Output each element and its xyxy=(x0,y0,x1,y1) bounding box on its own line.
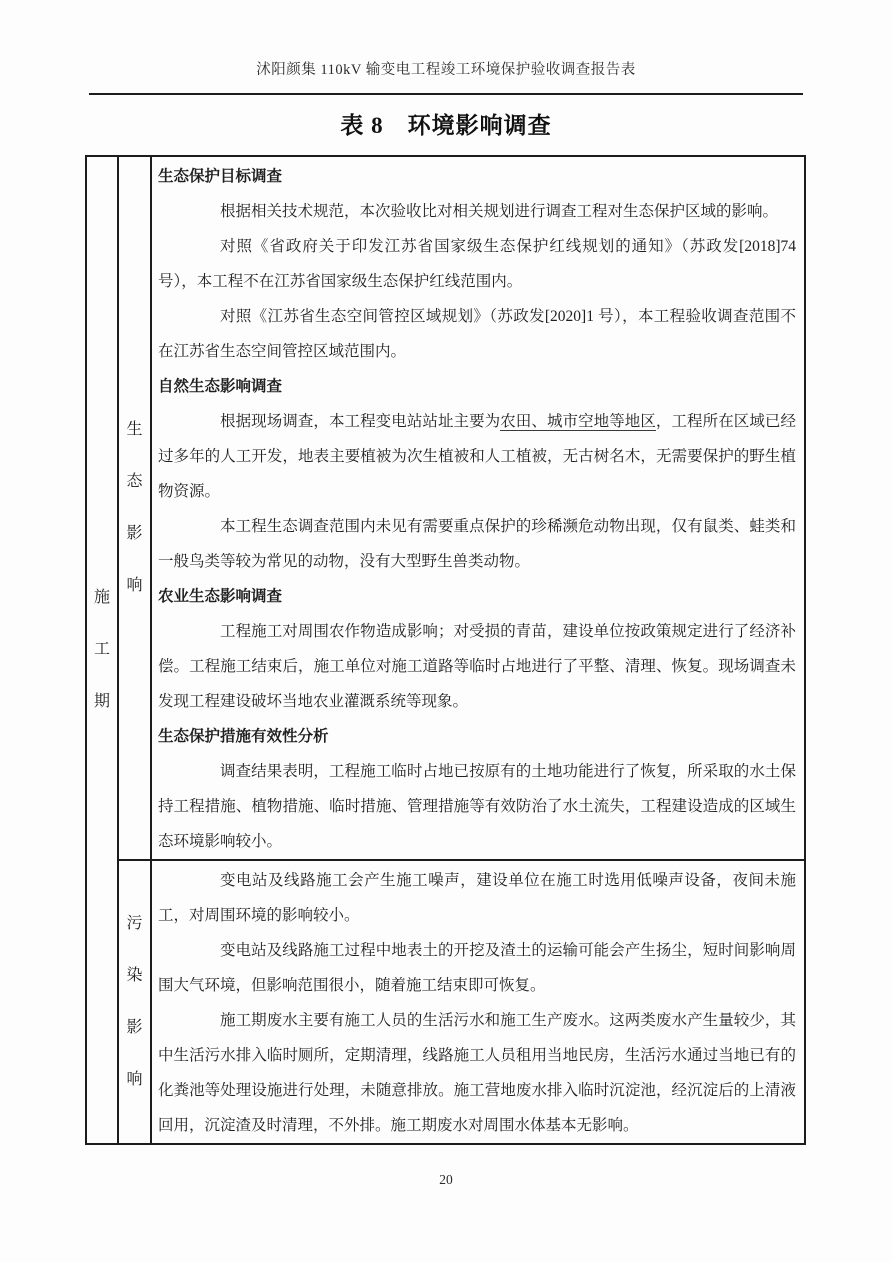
eco-impact-content-cell xyxy=(152,157,804,859)
paragraph: 调查结果表明，工程施工临时占地已按原有的土地功能进行了恢复，所采取的水土保持工程措施、植物措施、临时措施、管理措施等有效防治了水土流失，工程建设造成的区域生态环境影响较小。 xyxy=(158,763,796,850)
paragraph xyxy=(158,404,796,509)
paragraph: 本工程生态调查范围内未见有需要重点保护的珍稀濒危动物出现，仅有鼠类、蛙类和一般鸟类等较为常见的动物，没有大型野生兽类动物。 xyxy=(158,518,796,570)
running-header-title: 沭阳颜集 110kV 输变电工程竣工环境保护验收调查报告表 xyxy=(256,62,636,78)
paragraph: 变电站及线路施工会产生施工噪声，建设单位在施工时选用低噪声设备，夜间未施工，对周围环境的影响较小。 xyxy=(158,872,796,924)
section-heading-agri-eco-impact: 农业生态影响调查 xyxy=(158,588,283,605)
paragraph-text: ，工程所在区域已经过多年的人工开发，地表主要植被为次生植被和人工植被，无古树名木，无需要保护的野生植物资源。 xyxy=(158,413,796,500)
impact-survey-table xyxy=(85,155,806,1145)
eco-impact-label-cell xyxy=(119,157,152,859)
paragraph: 根据相关技术规范，本次验收比对相关规划进行调查工程对生态保护区域的影响。 xyxy=(220,203,779,220)
table-rows xyxy=(119,157,804,1143)
eco-impact-label: 生态影响 xyxy=(126,421,143,594)
header-rule xyxy=(89,93,803,95)
pollution-impact-label-cell xyxy=(119,861,152,1143)
construction-period-label: 施工期 xyxy=(93,589,110,710)
pollution-impact-label: 污染影响 xyxy=(126,915,143,1088)
paragraph: 施工期废水主要有施工人员的生活污水和施工生产废水。这两类废水产生量较少，其中生活污水排入临时厕所，定期清理，线路施工人员租用当地民房，生活污水通过当地已有的化粪池等处理设施进行处理，未随意排放。施工营地废水排入临时沉淀池，经沉淀后的上清液回用，沉淀渣及时清理，不外排。施工期废水对周围水体基本无影响。 xyxy=(158,1012,796,1134)
eco-impact-row xyxy=(119,157,804,861)
construction-period-column xyxy=(87,157,119,1143)
paragraph-text: 根据现场调查，本工程变电站站址主要为 xyxy=(220,413,501,430)
section-heading-eco-measures-analysis: 生态保护措施有效性分析 xyxy=(158,728,329,745)
pollution-impact-row xyxy=(119,861,804,1143)
pollution-impact-content-cell xyxy=(152,861,804,1143)
table-title: 表 8 环境影响调查 xyxy=(340,113,552,138)
paragraph: 对照《省政府关于印发江苏省国家级生态保护红线规划的通知》（苏政发[2018]74 号），本工程不在江苏省国家级生态保护红线范围内。 xyxy=(158,238,796,290)
section-heading-natural-eco-impact: 自然生态影响调查 xyxy=(158,378,283,395)
section-heading-eco-protection-target: 生态保护目标调查 xyxy=(158,168,283,185)
underlined-text: 农田、城市空地等地区 xyxy=(500,413,656,430)
paragraph: 对照《江苏省生态空间管控区域规划》（苏政发[2020]1 号），本工程验收调查范围不在江苏省生态空间管控区域范围内。 xyxy=(158,308,796,360)
paragraph: 变电站及线路施工过程中地表土的开挖及渣土的运输可能会产生扬尘，短时间影响周围大气环境，但影响范围很小，随着施工结束即可恢复。 xyxy=(158,942,796,994)
paragraph: 工程施工对周围农作物造成影响；对受损的青苗，建设单位按政策规定进行了经济补偿。工程施工结束后，施工单位对施工道路等临时占地进行了平整、清理、恢复。现场调查未发现工程建设破坏当地农业灌溉系统等现象。 xyxy=(158,623,796,710)
page-number: 20 xyxy=(439,1172,453,1187)
